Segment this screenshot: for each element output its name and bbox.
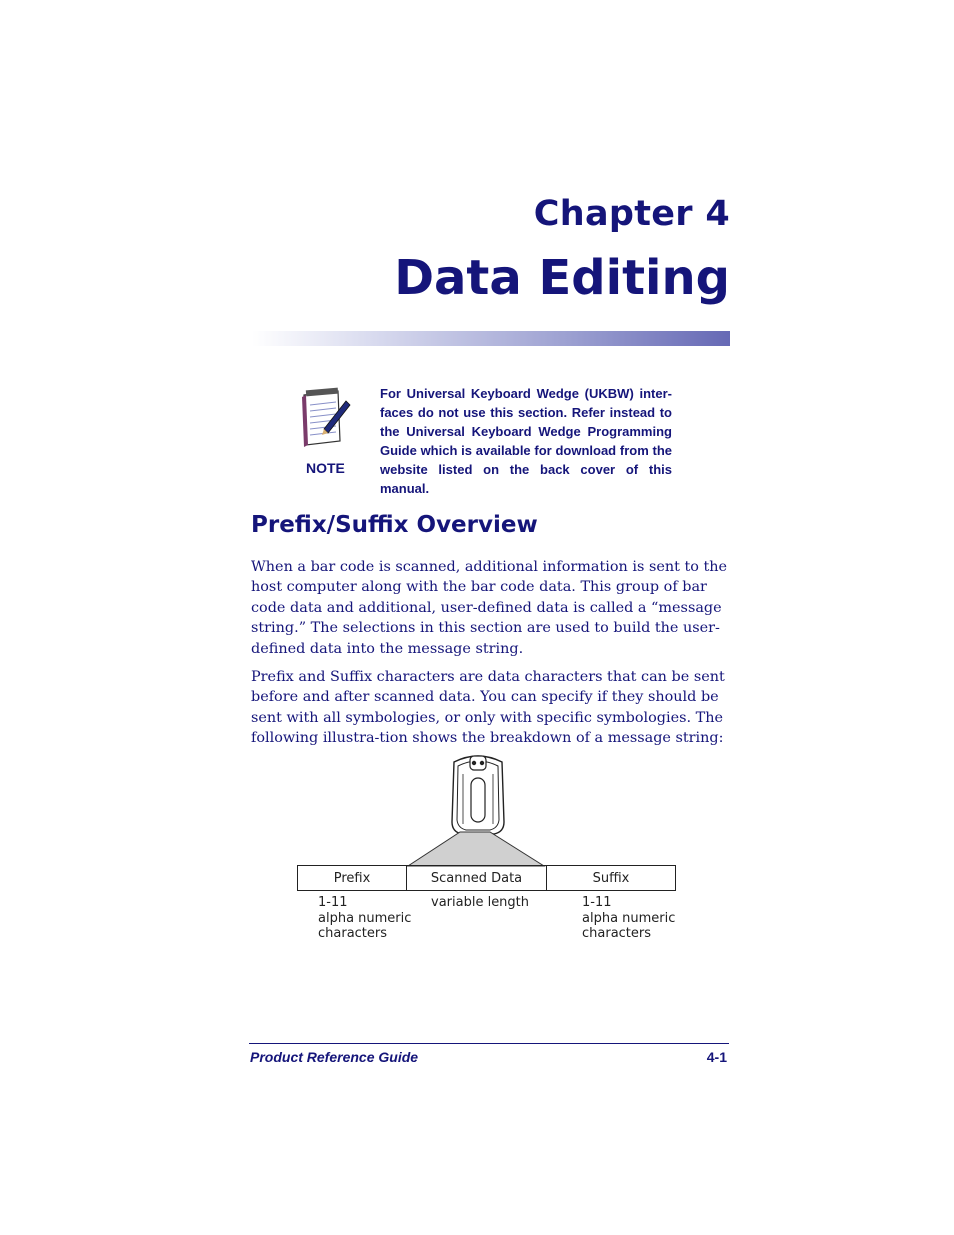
title-gradient-bar (252, 331, 730, 346)
message-string-table (297, 865, 676, 891)
chapter-title: Data Editing (394, 250, 730, 306)
note-text: For Universal Keyboard Wedge (UKBW) inter-faces do not use this section. Refer instead to the Universal Keyboard Wedge Programming Guide which is available for download from the website listed on the back cover of this manual. (380, 386, 672, 496)
prefix-desc-line: characters (318, 926, 388, 941)
chapter-label: Chapter 4 (533, 194, 730, 234)
suffix-desc-line: characters (582, 926, 652, 941)
body-paragraph-1: When a bar code is scanned, additional information is sent to the host computer along with the bar code data. This group of bar code data and additional, user-defined data is called a “message string.” The selections in this section are used to build the user-defined data into the message string. (251, 559, 728, 657)
section-heading: Prefix/Suffix Overview (251, 512, 538, 538)
prefix-desc-line: alpha numeric (318, 910, 412, 926)
scanned-data-cell: Scanned Data (407, 866, 547, 890)
notepad-pen-icon (296, 387, 352, 447)
footer-guide-title: Product Reference Guide (250, 1049, 419, 1065)
prefix-cell: Prefix (298, 866, 407, 890)
footer-page-number: 4-1 (706, 1049, 727, 1065)
footer-rule (249, 1043, 729, 1044)
barcode-scanner-icon (440, 752, 516, 838)
suffix-desc-line: alpha numeric (582, 910, 676, 926)
body-paragraph-2: Prefix and Suffix characters are data characters that can be sent before and after scanned data. You can specify if they should be sent with all symbologies, or only with specific symbologies. The following illustra-tion shows the breakdown of a message string: (251, 669, 725, 747)
suffix-description (582, 895, 675, 942)
note-label: NOTE (306, 460, 345, 476)
scanned-data-desc-line: variable length (431, 895, 530, 910)
suffix-desc-line: 1-11 (582, 895, 612, 910)
prefix-desc-line: 1-11 (318, 895, 348, 910)
prefix-description (318, 895, 411, 942)
scan-beam (400, 830, 550, 870)
scanned-data-description (431, 895, 529, 911)
suffix-cell: Suffix (592, 870, 630, 886)
